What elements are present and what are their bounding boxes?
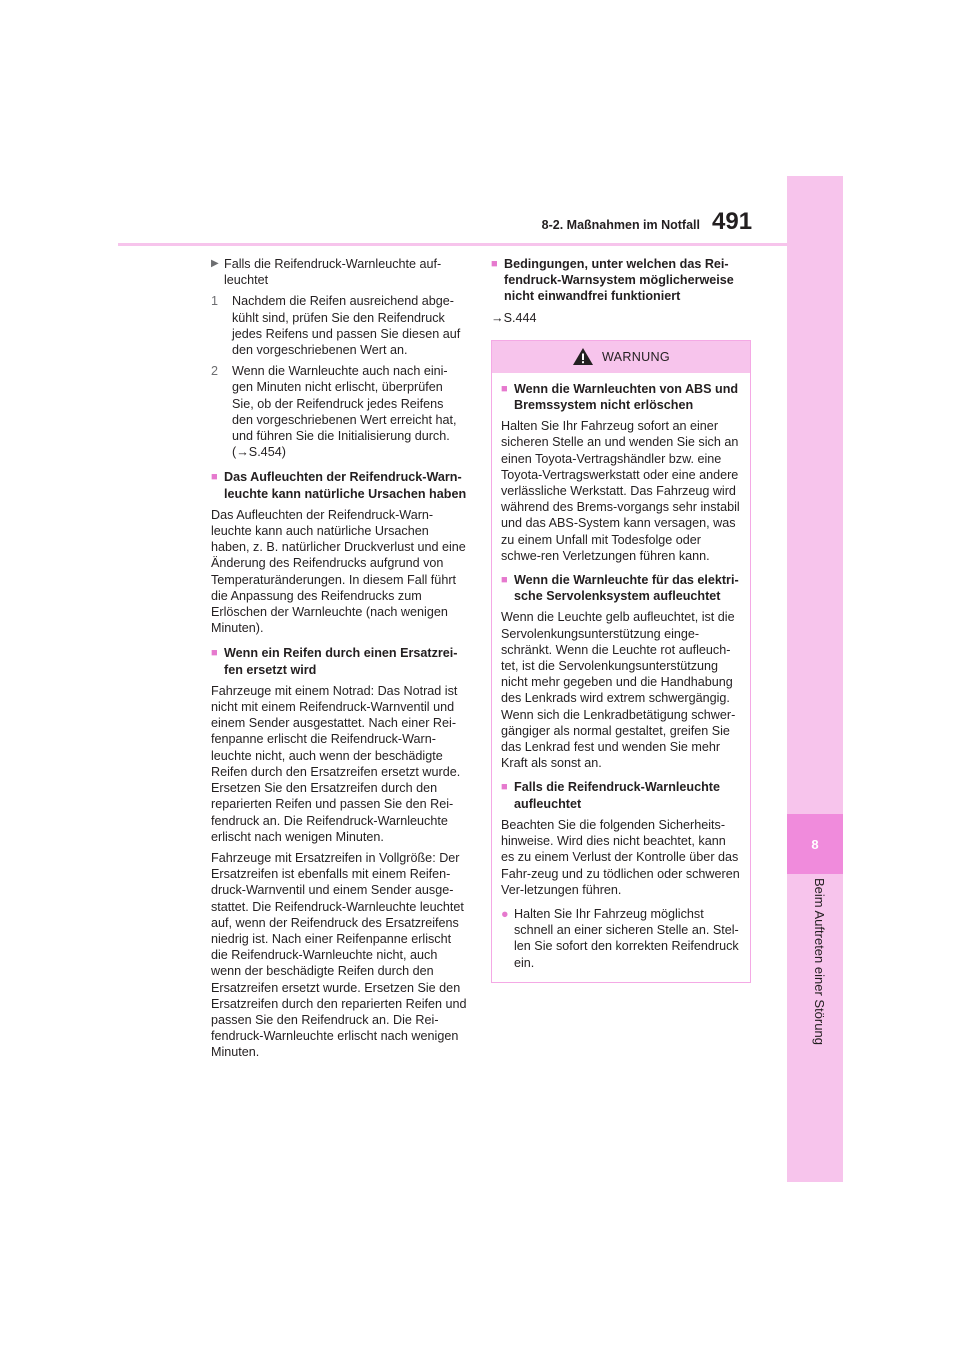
warning-paragraph-abs: Halten Sie Ihr Fahrzeug sofort an einer sicheren Stelle an und wenden Sie sich an einen Toyota-Vertragshändler bzw. eine Toyota-Vertragswerkstatt oder eine andere verlässliche Werkstatt. Das Fahrzeug wird während des Brems-vorgangs sehr instabil und das ABS-System kann versagen, was zu einem Unfall mit Todesfolge oder schwe-ren Verletzungen führen kann. — [501, 419, 740, 563]
warning-title: WARNUNG — [601, 349, 671, 364]
chapter-number: 8 — [787, 814, 843, 874]
chapter-label: Beim Auftreten einer Störung — [812, 878, 827, 1045]
square-bullet-icon: ■ — [501, 382, 508, 395]
header-rule — [118, 243, 787, 246]
step-number: 2 — [211, 364, 219, 379]
step-1: 1 Nachdem die Reifen ausreichend abge-kühlt sind, prüfen Sie den Reifendruck jedes Reifens und passen Sie diesen auf den vorgeschriebenen Wert an. — [211, 294, 461, 358]
square-bullet-icon: ■ — [501, 574, 508, 587]
warning-box — [491, 340, 751, 983]
left-column — [211, 256, 467, 1066]
warning-body — [492, 373, 750, 982]
paragraph-natural-causes: Das Aufleuchten der Reifendruck-Warn-leuchte kann auch natürliche Ursachen haben, z. B. natürlicher Druckverlust und eine Änderung des Reifendrucks aufgrund von Temperaturänderungen. In diesem Fall führt die Anpassung des Reifendrucks zum Erlöschen der Warnleuchte (nach wenigen Minuten). — [211, 507, 466, 636]
square-bullet-icon: ■ — [211, 471, 218, 484]
heading-natural-causes: ■ Das Aufleuchten der Reifendruck-Warn-leuchte kann natürliche Ursachen haben — [211, 470, 467, 501]
triangle-bullet-icon: ▶ — [211, 258, 219, 269]
circle-bullet-icon: ● — [501, 906, 509, 921]
warning-paragraph-tire: Beachten Sie die folgenden Sicherheits-hinweise. Wird dies nicht beachtet, kann es zu einem Verlust der Kontrolle über das Fahr-zeug und zu tödlichen oder schweren Ver-letzungen führen. — [501, 817, 740, 897]
warning-heading-abs: ■ Wenn die Warnleuchten von ABS und Bremssystem nicht erlöschen — [501, 381, 739, 413]
section-title: 8-2. Maßnahmen im Notfall — [541, 218, 700, 232]
heading-conditions: ■ Bedingungen, unter welchen das Rei-fendruck-Warnsystem möglicherweise nicht einwandfrei funktioniert — [491, 257, 734, 304]
warning-bullet-stop: ● Halten Sie Ihr Fahrzeug möglichst schnell an einer sicheren Stelle an. Stel-len Sie sofort den korrekten Reifendruck ein. — [501, 906, 739, 970]
page-number: 491 — [712, 208, 753, 235]
sub-heading: ▶ Falls die Reifendruck-Warnleuchte auf-leuchtet — [211, 257, 442, 288]
heading-spare-tire: ■ Wenn ein Reifen durch einen Ersatzrei-fen ersetzt wird — [211, 646, 458, 677]
paragraph-spare-tire-1: Fahrzeuge mit einem Notrad: Das Notrad ist nicht mit einem Reifendruck-Warnventil und einem Sender ausgestattet. Nach einer Rei-fenpanne erlischt die Reifendruck-Warn-leuchte nicht, auch wenn der beschädigte Reifen durch den Ersatzreifen ersetzt wurde. Ersetzen Sie den Ersatzreifen durch den reparierten Reifen und passen Sie den Rei-fendruck an. Die Reifendruck-Warnleuchte erlischt nach wenigen Minuten. — [211, 683, 461, 844]
warning-heading-tire: ■ Falls die Reifendruck-Warnleuchte aufleuchtet — [501, 780, 720, 811]
warning-triangle-icon — [572, 347, 594, 366]
step-2: 2 Wenn die Warnleuchte auch nach eini-gen Minuten nicht erlischt, überprüfen Sie, ob der Reifendruck jedes Reifens den vorgeschriebenen Wert erreicht hat, und führen Sie die Initialisierung durch. (→S.454) — [211, 364, 457, 460]
square-bullet-icon: ■ — [501, 781, 508, 794]
paragraph-spare-tire-2: Fahrzeuge mit Ersatzreifen in Vollgröße: Der Ersatzreifen ist ebenfalls mit einem Reifen-druck-Warnventil und einem Sender ausge-stattet. Die Reifendruck-Warnleuchte leuchtet auf, wenn der Reifendruck des Ersatzreifens niedrig ist. Nach einer Reifenpanne erlischt die Reifendruck-Warnleuchte nicht, auch wenn der beschädigte Reifen durch den Ersatzreifen ersetzt wurde. Ersetzen Sie den Ersatzreifen durch den reparierten Reifen und passen Sie den Reifendruck an. Die Rei-fendruck-Warnleuchte erlischt nach wenigen Minuten. — [211, 850, 467, 1060]
page-reference: →S.444 — [491, 310, 537, 325]
warning-heading-steering: ■ Wenn die Warnleuchte für das elektri-sche Servolenksystem aufleuchtet — [501, 573, 739, 604]
right-column — [491, 256, 751, 983]
square-bullet-icon: ■ — [491, 258, 498, 270]
step-number: 1 — [211, 294, 219, 309]
warning-paragraph-steering: Wenn die Leuchte gelb aufleuchtet, ist die Servolenkungsunterstützung einge-schränkt. Wenn die Leuchte rot aufleuch-tet, ist die Servolenkungsunterstützung nicht mehr gegeben und die Handhabung des Lenkrads wird extrem schwergängig. Wenn sich die Lenkradbetätigung schwer-gängiger als normal gestaltet, greifen Sie das Lenkrad fest und wenden Sie mehr Kraft als sonst an. — [501, 610, 736, 771]
square-bullet-icon: ■ — [211, 647, 218, 660]
warning-header — [492, 341, 750, 373]
